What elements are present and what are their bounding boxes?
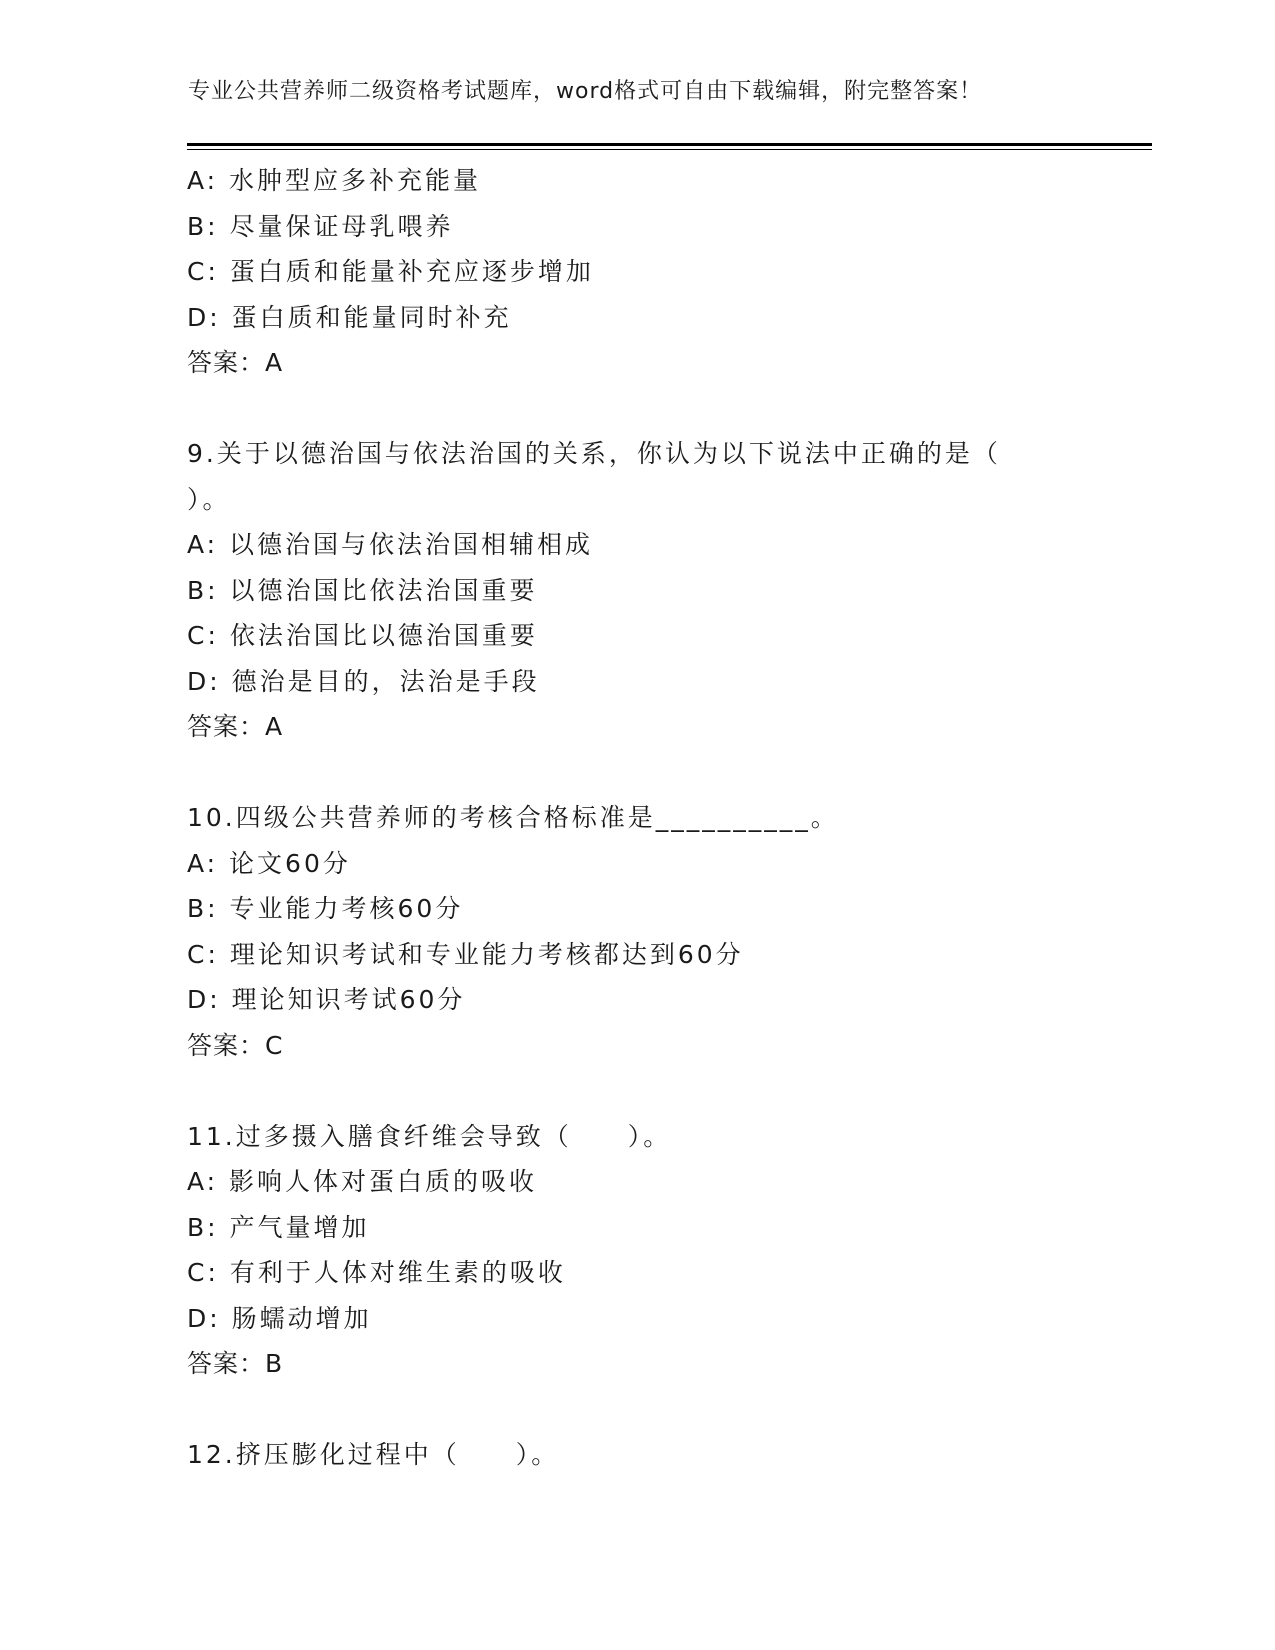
option-d: D: 蛋白质和能量同时补充 [187,302,512,332]
option-c: C: 依法治国比以德治国重要 [187,621,538,650]
question-block-11 [187,1114,1087,1387]
option-c: C: 蛋白质和能量补充应逐步增加 [187,257,594,286]
option-d: D: 肠蠕动增加 [187,1303,372,1333]
option-a: A: 论文60分 [187,848,351,878]
question-block-8 [187,158,1087,386]
answer-line: 答案：A [187,712,284,741]
option-a: A: 影响人体对蛋白质的吸收 [187,1167,538,1196]
question-stem-line: 12.挤压膨化过程中（ ）。 [187,1440,560,1469]
option-d: D: 理论知识考试60分 [187,985,466,1014]
option-d: D: 德治是目的，法治是手段 [187,666,540,696]
header-rule-thick [187,143,1152,146]
block-spacer [187,1387,1087,1433]
block-spacer [187,386,1087,432]
question-block-9 [187,431,1087,750]
question-list [187,158,1087,1478]
block-spacer [187,1068,1087,1114]
option-c: C: 有利于人体对维生素的吸收 [187,1258,566,1287]
block-spacer [187,750,1087,796]
answer-line: 答案：C [187,1030,284,1060]
option-a: A: 以德治国与依法治国相辅相成 [187,530,594,559]
answer-line: 答案：B [187,1349,284,1378]
question-block-10 [187,795,1087,1068]
option-b: B: 尽量保证母乳喂养 [187,211,454,241]
question-block-12 [187,1432,1087,1478]
question-stem-line: 10.四级公共营养师的考核合格标准是__________。 [187,803,839,832]
option-a: A: 水肿型应多补充能量 [187,166,482,195]
question-stem-line: ）。 [187,484,231,514]
option-b: B: 以德治国比依法治国重要 [187,575,538,605]
header-rule-thin [187,149,1152,150]
question-stem-line: 11.过多摄入膳食纤维会导致（ ）。 [187,1121,672,1151]
option-b: B: 专业能力考核60分 [187,894,464,923]
question-stem-line: 9.关于以德治国与依法治国的关系，你认为以下说法中正确的是（ [187,439,1001,468]
option-b: B: 产气量增加 [187,1212,370,1242]
option-c: C: 理论知识考试和专业能力考核都达到60分 [187,939,744,969]
answer-line: 答案：A [187,348,284,377]
page-header-title: 专业公共营养师二级资格考试题库，word格式可自由下载编辑，附完整答案！ [188,79,983,104]
